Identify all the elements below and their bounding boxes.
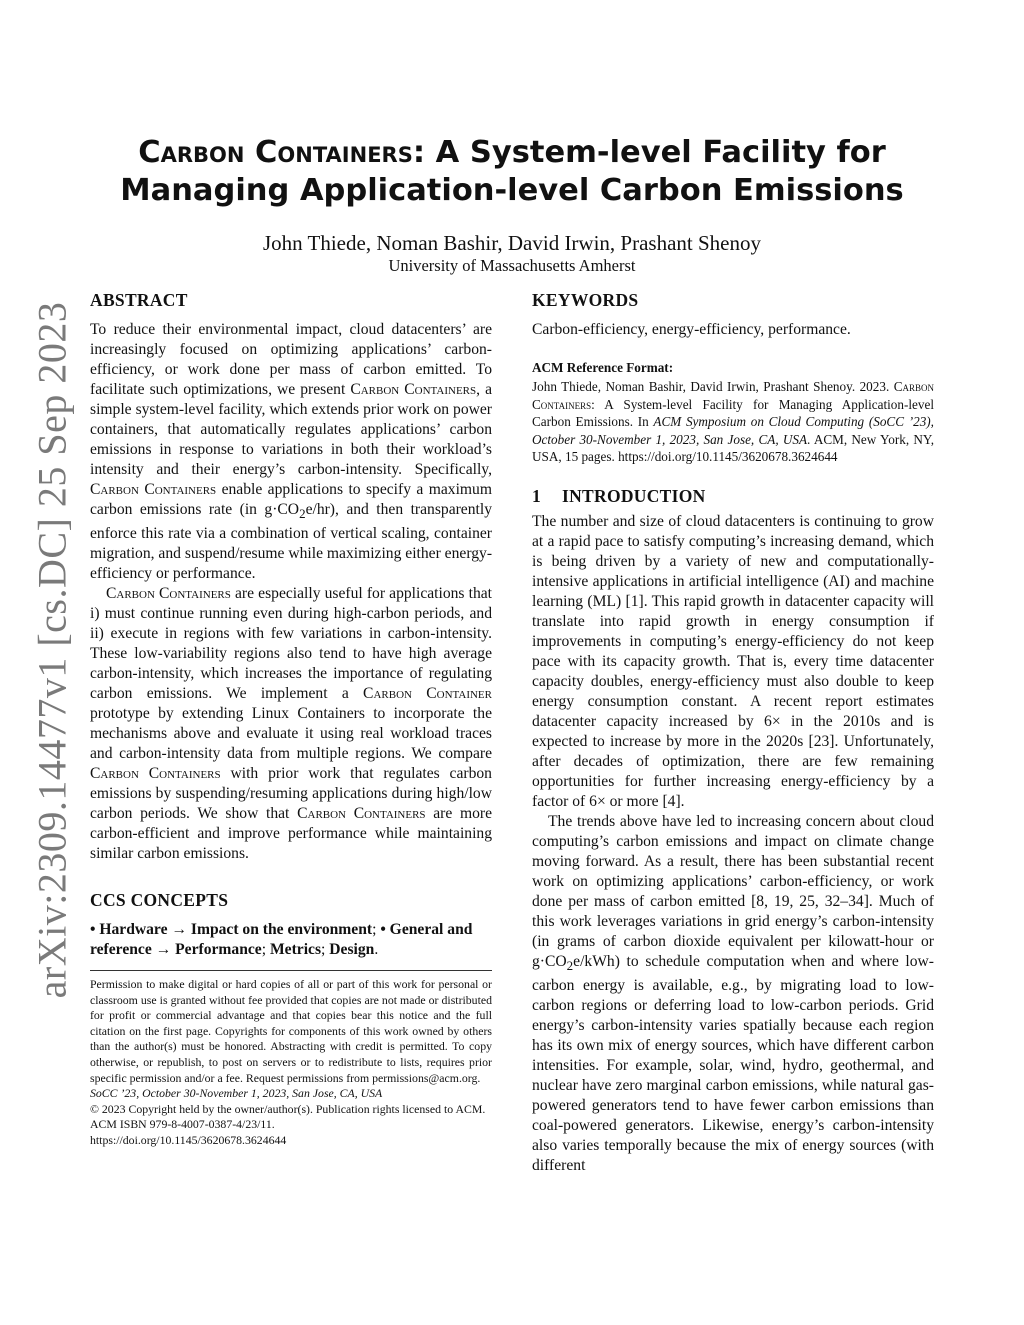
permission-text: Permission to make digital or hard copies of all or part of this work for personal or classroom use is granted without fee provided that copies are not made or distributed for profit or commercial advantage and that copies bear this notice and the full citation on the first page. Copyrights for components of this work owned by others than the author(s) must be honored. Abstracting with credit is permitted. To copy otherwise, or republish, to post on servers or to redistribute to lists, requires prior specific permission and/or a fee. Request permissions from permissions@acm.org.	[90, 977, 492, 1085]
affiliation: University of Massachusetts Amherst	[388, 256, 636, 275]
left-column	[90, 290, 492, 1149]
acm-reference-heading: ACM Reference Format:	[532, 360, 674, 375]
permission-venue: SoCC ’23, October 30-November 1, 2023, San Jose, CA, USA	[90, 1086, 383, 1101]
intro-paragraph-2: The trends above have led to increasing concern about cloud computing’s carbon emissions and impact on climate change moving forward. As a result, there has been substantial recent work on optimizing applications’ carbon-efficiency, or work done per mass of carbon emitted [8, 19, 25, 32–34]. Much of this work leverages variations in grid energy’s carbon-intensity (in grams of carbon dioxide equivalent per kilowatt-hour or $g\cdot CO_2e/kWh$) to schedule computation when and where low-carbon energy is available, e.g., by migrating load to low-carbon regions or deferring load to low-carbon periods. Grid energy’s carbon-intensity varies spatially because each region has its own mix of energy sources, which have different carbon intensities. For example, solar, wind, hydro, geothermal, and nuclear have zero marginal carbon emissions, while natural gas-powered generators tend to have fewer carbon emissions than coal-powered generators. Likewise, energy’s carbon-intensity also varies temporally because the mix of energy sources (with different	[532, 812, 934, 1175]
keywords-list: Carbon-efficiency, energy-efficiency, performance.	[532, 321, 851, 338]
title-line2: Managing Application-level Carbon Emissions	[120, 173, 904, 208]
abstract-paragraph-1: To reduce their environmental impact, cloud datacenters’ are increasingly focused on optimizing applications’ carbon-efficiency, or work done per mass of carbon emitted. To facilitate such optimizations, we present Carbon Containers, a simple system-level facility, which extends prior work on power containers, that automatically regulates applications’ carbon emissions in response to variations in both their workload’s intensity and their energy’s carbon-intensity. Specifically, Carbon Containers enable applications to specify a maximum carbon emissions rate (in $g\cdot CO_2e/hr$), and then transparently enforce this rate via a combination of vertical scaling, container migration, and suspend/resume while maximizing either energy-efficiency or performance.	[90, 321, 493, 583]
intro-paragraph-1: The number and size of cloud datacenters is continuing to grow at a rapid pace to satisfy computing’s increasing demand, which is being driven by a variety of new and computationally-intensive applications in artificial intelligence (AI) and machine learning (ML) [1]. This rapid growth in datacenter capacity will translate into rapid growth in energy consumption if improvements in computing’s energy-efficiency do not keep pace with its capacity growth. That is, every time datacenter capacity doubles, energy-efficiency must also double to keep energy consumption constant. A recent report estimates datacenter capacity increased by 6× in the 2010s and is expected to increase by more in the 2020s [23]. Unfortunately, after decades of optimization, there are few remaining opportunities for further increasing energy-efficiency by a factor of 6× or more [4].	[532, 512, 934, 810]
title-system-name: Carbon Containers	[138, 135, 413, 170]
isbn-line: ACM ISBN 979-8-4007-0387-4/23/11.	[90, 1117, 275, 1132]
keywords-heading: KEYWORDS	[532, 290, 639, 310]
paper-title	[90, 134, 934, 210]
ccs-concepts: • Hardware → Impact on the environment; • General and reference → Performance; Metrics; Design.	[90, 921, 473, 959]
right-column	[532, 290, 934, 1176]
introduction-section	[532, 486, 934, 1176]
introduction-heading: 1 INTRODUCTION	[532, 485, 706, 506]
doi-link[interactable]: https://doi.org/10.1145/3620678.3624644	[90, 1133, 287, 1148]
acm-reference-format: John Thiede, Noman Bashir, David Irwin, Prashant Shenoy. 2023. Carbon Containers: A System-level Facility for Managing Application-level Carbon Emissions. In ACM Symposium on Cloud Computing (SoCC ’23), October 30-November 1, 2023, San Jose, CA, USA. ACM, New York, NY, USA, 15 pages. https://doi.org/10.1145/3620678.3624644	[532, 379, 935, 465]
author-list: John Thiede, Noman Bashir, David Irwin, Prashant Shenoy	[262, 231, 762, 255]
abstract-heading: ABSTRACT	[90, 290, 188, 310]
title-line1-rest: : A System-level Facility for	[412, 135, 886, 170]
footnote-divider	[90, 970, 492, 971]
permission-notice	[90, 977, 492, 1149]
ccs-heading: CCS CONCEPTS	[90, 890, 229, 911]
copyright-line: © 2023 Copyright held by the owner/author(s). Publication rights licensed to ACM.	[90, 1101, 486, 1116]
arxiv-identifier: arXiv:2309.14477v1 [cs.DC] 25 Sep 2023	[29, 301, 75, 999]
abstract-paragraph-2: Carbon Containers are especially useful for applications that i) must continue running even during high-carbon periods, and ii) execute in regions with few variations in carbon-intensity. These low-variability regions also tend to have high average carbon-intensity, which increases the importance of regulating carbon emissions. We implement a Carbon Container prototype by extending Linux Containers to incorporate the mechanisms above and evaluate it using real workload traces and carbon-intensity data from multiple regions. We compare Carbon Containers with prior work that regulates carbon emissions by suspending/resuming applications during high/low carbon periods. We show that Carbon Containers are more carbon-efficient and improve performance while maintaining similar carbon emissions.	[90, 585, 492, 863]
